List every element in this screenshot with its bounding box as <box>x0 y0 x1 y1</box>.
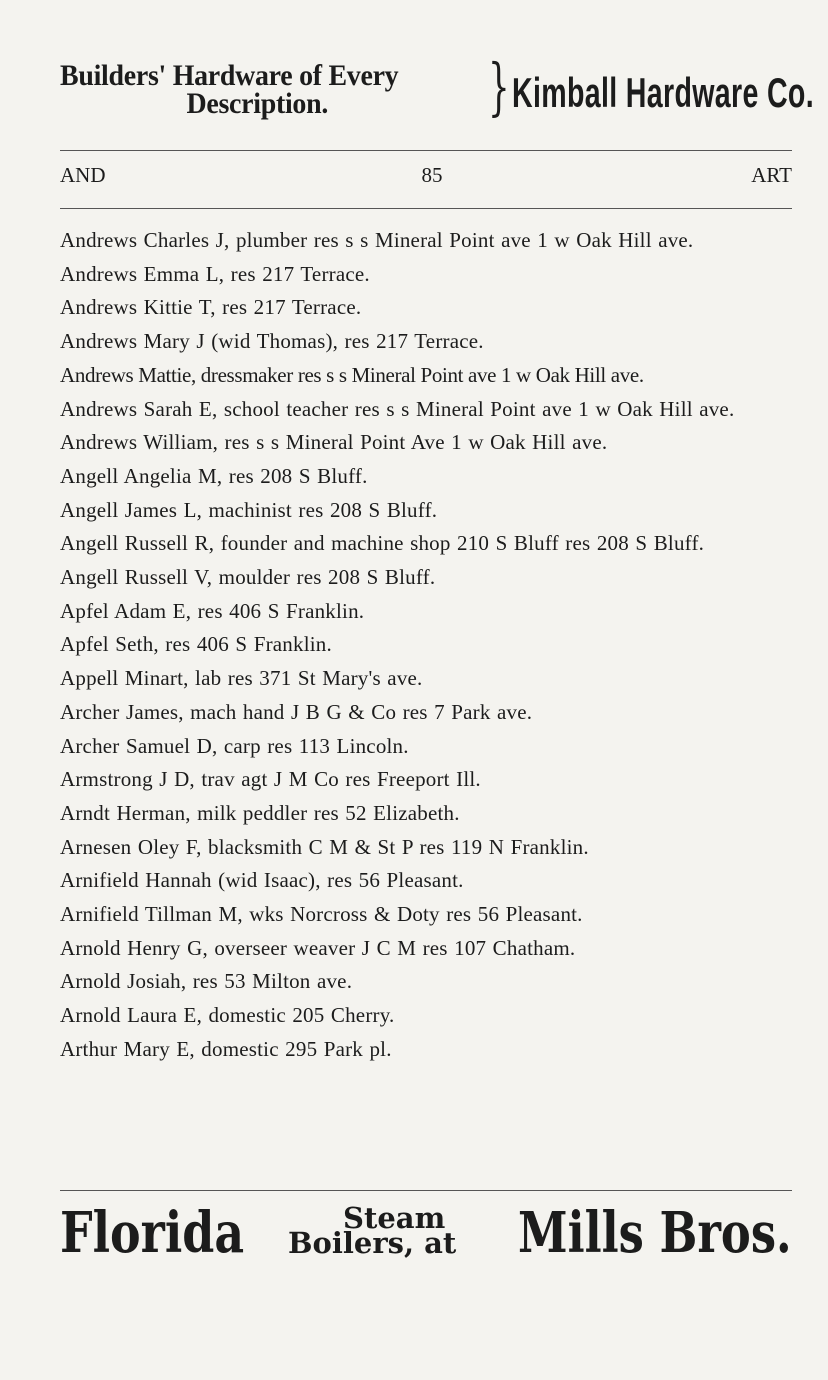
directory-entry: Andrews Mattie, dressmaker res s s Mineral Point ave 1 w Oak Hill ave. <box>60 362 644 387</box>
directory-entry: Angell Russell V, moulder res 208 S Bluff. <box>60 565 436 590</box>
directory-entry: Arndt Herman, milk peddler res 52 Elizabeth. <box>60 800 460 825</box>
directory-entry: Andrews Emma L, res 217 Terrace. <box>60 261 370 286</box>
ad-top-company: Kimball Hardware Co. <box>512 69 814 116</box>
directory-entry: Armstrong J D, trav agt J M Co res Freeport Ill. <box>60 767 481 792</box>
bottom-advertisement <box>60 1200 792 1272</box>
directory-entry: Apfel Seth, res 406 S Franklin. <box>60 632 332 657</box>
directory-entry: Andrews Charles J, plumber res s s Mineral Point ave 1 w Oak Hill ave. <box>60 228 694 252</box>
ad-top-line-1: Builders' Hardware of Every <box>60 59 399 92</box>
directory-entry: Andrews Sarah E, school teacher res s s Mineral Point ave 1 w Oak Hill ave. <box>60 396 735 421</box>
directory-entry: Arnold Josiah, res 53 Milton ave. <box>60 969 353 994</box>
directory-entry: Archer James, mach hand J B G & Co res 7 Park ave. <box>60 699 533 724</box>
ad-top-left-text <box>60 59 488 120</box>
header-rule-top <box>60 150 792 151</box>
ad-bottom-right: Mills Bros. <box>518 1200 792 1266</box>
directory-entry: Arthur Mary E, domestic 295 Park pl. <box>60 1036 392 1061</box>
running-header <box>60 163 792 193</box>
directory-entry: Arnold Henry G, overseer weaver J C M res 107 Chatham. <box>60 935 576 960</box>
directory-entry: Andrews William, res s s Mineral Point Ave 1 w Oak Hill ave. <box>60 430 608 455</box>
directory-entry: Andrews Kittie T, res 217 Terrace. <box>60 295 362 320</box>
directory-entry: Appell Minart, lab res 371 St Mary's ave. <box>60 666 423 691</box>
directory-entry: Arnesen Oley F, blacksmith C M & St P res 119 N Franklin. <box>60 834 589 859</box>
ad-bottom-middle <box>288 1201 552 1260</box>
top-advertisement <box>60 50 814 132</box>
ad-top-line-2: Description. <box>186 87 329 120</box>
directory-entry: Arnifield Tillman M, wks Norcross & Doty res 56 Pleasant. <box>60 902 583 927</box>
directory-entry: Apfel Adam E, res 406 S Franklin. <box>60 598 365 623</box>
directory-entry: Archer Samuel D, carp res 113 Lincoln. <box>60 733 409 758</box>
directory-entry: Angell Angelia M, res 208 S Bluff. <box>60 463 368 488</box>
directory-entry: Andrews Mary J (wid Thomas), res 217 Terrace. <box>60 329 484 354</box>
ad-top-brace: } <box>488 50 510 123</box>
directory-entry: Angell James L, machinist res 208 S Bluff. <box>60 497 438 522</box>
directory-entry: Angell Russell R, founder and machine shop 210 S Bluff res 208 S Bluff. <box>60 531 705 556</box>
ad-bottom-left: Florida <box>60 1200 245 1266</box>
directory-entry: Arnifield Hannah (wid Isaac), res 56 Pleasant. <box>60 868 464 893</box>
ad-bottom-middle-line-2: Boilers, at <box>288 1226 457 1260</box>
directory-entries <box>60 224 792 1067</box>
page-number: 85 <box>421 163 443 187</box>
directory-entry: Arnold Laura E, domestic 205 Cherry. <box>60 1003 395 1028</box>
footer-rule <box>60 1190 792 1191</box>
running-header-right: ART <box>751 163 792 187</box>
running-header-left: AND <box>60 163 106 187</box>
ad-bottom-middle-line-1: Steam <box>343 1201 446 1235</box>
header-rule-bottom <box>60 208 792 209</box>
